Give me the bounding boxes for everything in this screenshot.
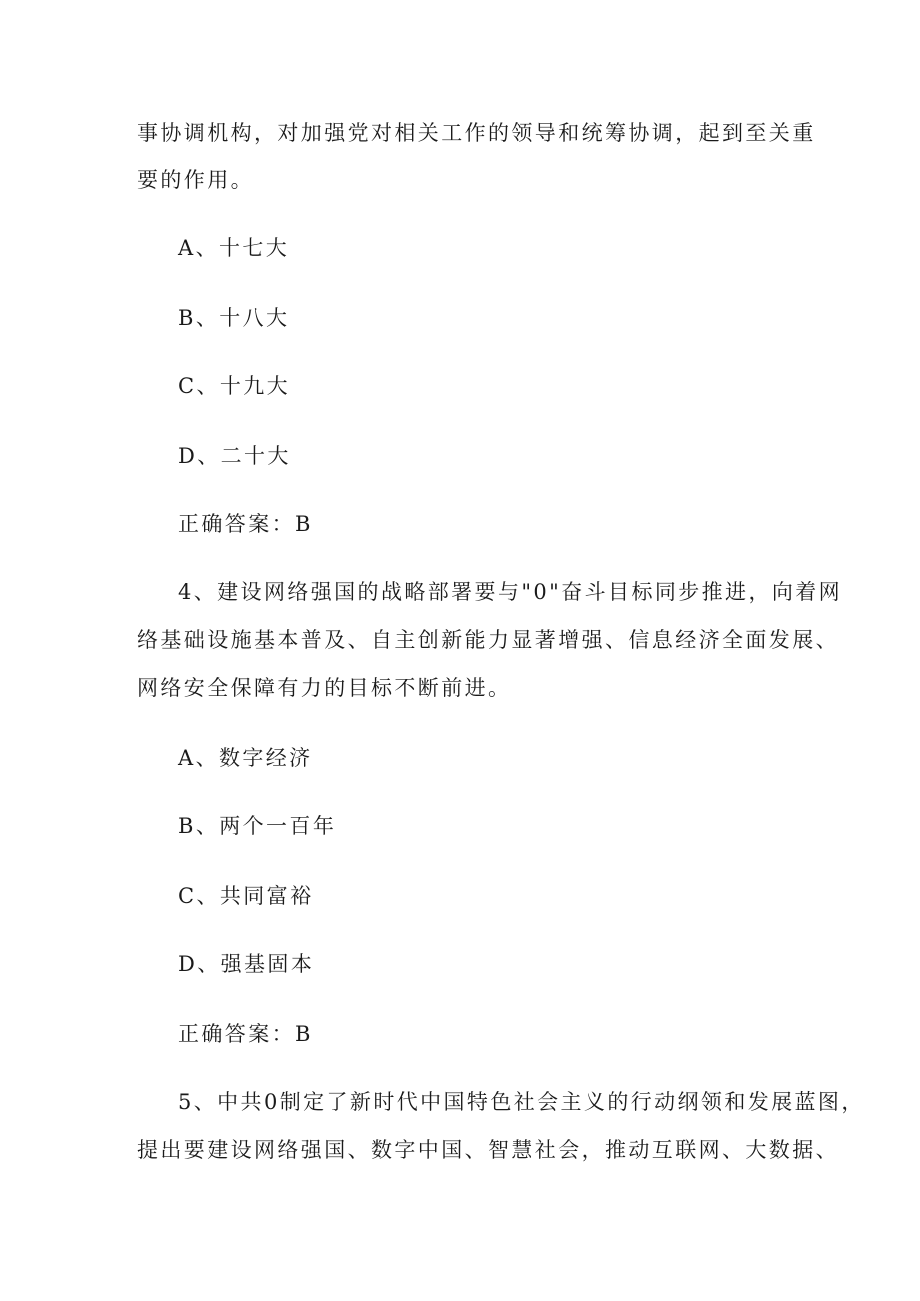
question-5-text-line-2: 提出要建设网络强国、数字中国、智慧社会，推动互联网、大数据、	[137, 1138, 839, 1162]
question-4-text-line-3: 网络安全保障有力的目标不断前进。	[137, 676, 512, 700]
question-4-option-a: A、数字经济	[178, 746, 313, 770]
question-3-option-d: D、二十大	[178, 444, 291, 468]
question-3-answer: 正确答案：B	[178, 512, 313, 536]
question-4-answer: 正确答案：B	[178, 1022, 313, 1046]
question-4-option-c: C、共同富裕	[178, 884, 314, 908]
question-3-text-line-2: 要的作用。	[137, 168, 254, 192]
question-3-text-line-1: 事协调机构，对加强党对相关工作的领导和统筹协调，起到至关重	[137, 121, 816, 145]
question-4-option-b: B、两个一百年	[178, 814, 337, 838]
question-5-text-line-1: 5、中共0制定了新时代中国特色社会主义的行动纲领和发展蓝图，	[178, 1090, 865, 1114]
question-4-option-d: D、强基固本	[178, 952, 315, 976]
question-4-text-line-2: 络基础设施基本普及、自主创新能力显著增强、信息经济全面发展、	[137, 628, 839, 652]
question-3-option-c: C、十九大	[178, 374, 291, 398]
question-4-text-line-1: 4、建设网络强国的战略部署要与"0"奋斗目标同步推进，向着网	[178, 580, 843, 604]
question-3-option-a: A、十七大	[178, 236, 290, 260]
question-3-option-b: B、十八大	[178, 306, 290, 330]
